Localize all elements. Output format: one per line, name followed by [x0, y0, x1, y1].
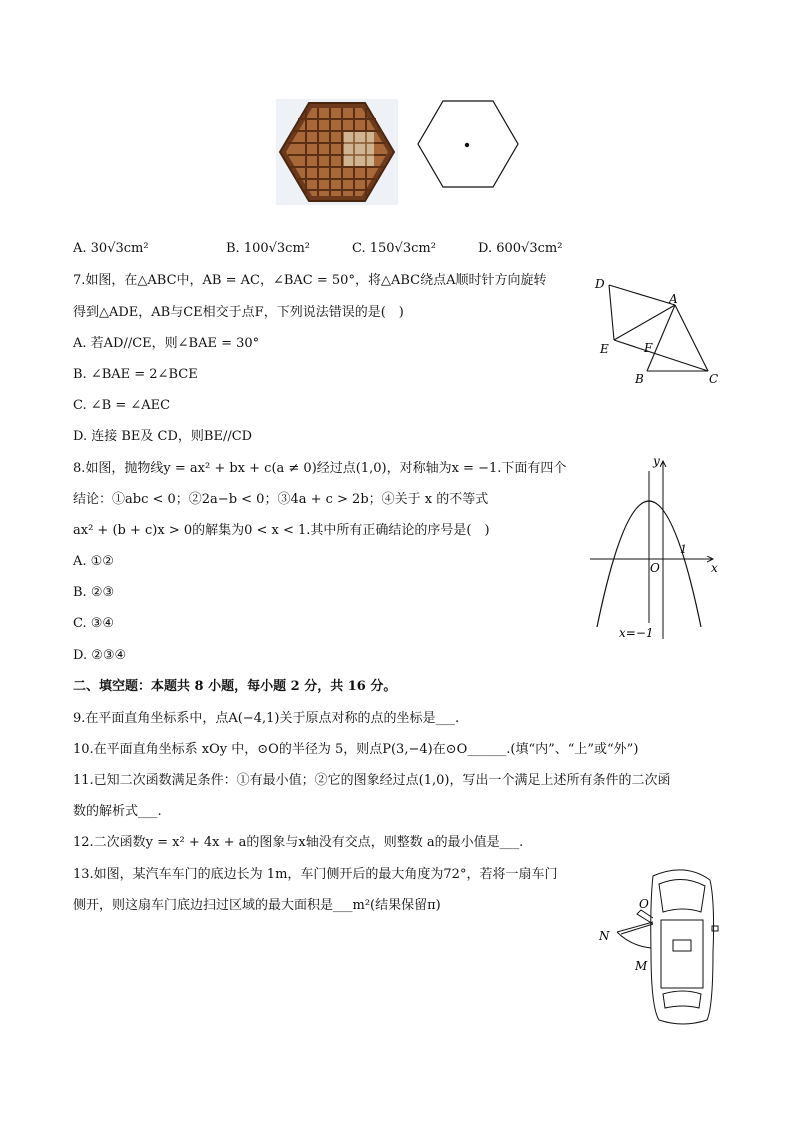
q7-label-D: D: [595, 277, 605, 291]
q7-label-C: C: [709, 372, 719, 386]
q12: 12.二次函数y = x² + 4x + a的图象与x轴没有交点，则整数 a的最小值是___.: [73, 835, 524, 850]
q11-line2: 数的解析式___.: [73, 804, 162, 819]
q13-label-M: M: [635, 959, 648, 973]
q13-label-N: N: [599, 929, 610, 943]
hexagon-diagram: [416, 100, 520, 190]
q13-line1: 13.如图，某汽车车门的底边长为 1m，车门侧开后的最大角度为72°，若将一扇车门: [73, 867, 558, 882]
q8-stem-line1: 8.如图，抛物线y = ax² + bx + c(a ≠ 0)经过点(1,0)，对称轴为x = −1.下面有四个: [73, 461, 567, 476]
q8-option-b: B. ②③: [73, 585, 115, 600]
hexagon-shelf-photo: [276, 99, 398, 205]
section-2-heading: 二、填空题：本题共 8 小题，每小题 2 分，共 16 分。: [73, 679, 397, 694]
q6-option-b: B. 100√3cm²: [226, 241, 311, 256]
q7-option-a: A. 若AD//CE，则∠BAE = 30°: [73, 336, 260, 351]
q7-stem-line2: 得到△ADE，AB与CE相交于点F，下列说法错误的是( ): [73, 305, 404, 320]
q8-label-one: 1: [680, 543, 687, 556]
q8-option-c: C. ③④: [73, 616, 115, 631]
q6-option-d: D. 600√3cm²: [478, 241, 563, 256]
q8-label-y: y: [653, 455, 660, 468]
q8-stem-line2: 结论：①abc < 0；②2a−b < 0；③4a + c > 2b；④关于 x 的不等式: [73, 492, 489, 507]
q9: 9.在平面直角坐标系中，点A(−4,1)关于原点对称的点的坐标是___.: [73, 711, 460, 726]
q7-triangle-figure: [590, 272, 730, 390]
q13-line2: 侧开，则这扇车门底边扫过区域的最大面积是___m²(结果保留π): [73, 898, 441, 913]
q10: 10.在平面直角坐标系 xOy 中，⊙O的半径为 5，则点P(3,−4)在⊙O______.(填“内”、“上”或“外”): [73, 742, 639, 757]
q7-stem-line1: 7.如图，在△ABC中，AB = AC，∠BAC = 50°，将△ABC绕点A顺时针方向旋转: [73, 273, 547, 288]
q6-option-c: C. 150√3cm²: [352, 241, 436, 256]
q8-label-axis: x=−1: [619, 626, 654, 640]
q11-line1: 11.已知二次函数满足条件：①有最小值；②它的图象经过点(1,0)，写出一个满足上述所有条件的二次函: [73, 773, 671, 788]
q8-stem-line3: ax² + (b + c)x > 0的解集为0 < x < 1.其中所有正确结论的序号是( ): [73, 523, 490, 538]
q7-option-c: C. ∠B = ∠AEC: [73, 398, 171, 413]
q8-option-d: D. ②③④: [73, 648, 127, 663]
q7-option-b: B. ∠BAE = 2∠BCE: [73, 367, 198, 382]
q8-label-x: x: [711, 561, 718, 575]
q7-label-F: F: [644, 341, 653, 355]
q7-label-A: A: [669, 292, 678, 306]
q8-label-O: O: [650, 561, 660, 575]
q7-option-d: D. 连接 BE及 CD，则BE//CD: [73, 429, 253, 444]
q8-option-a: A. ①②: [73, 554, 114, 569]
q7-label-B: B: [635, 372, 644, 386]
q6-option-a: A. 30√3cm²: [73, 241, 149, 256]
q7-label-E: E: [600, 342, 609, 356]
q8-parabola-figure: [585, 455, 725, 645]
q13-label-O: O: [639, 897, 649, 911]
q13-car-figure: [595, 862, 725, 1030]
